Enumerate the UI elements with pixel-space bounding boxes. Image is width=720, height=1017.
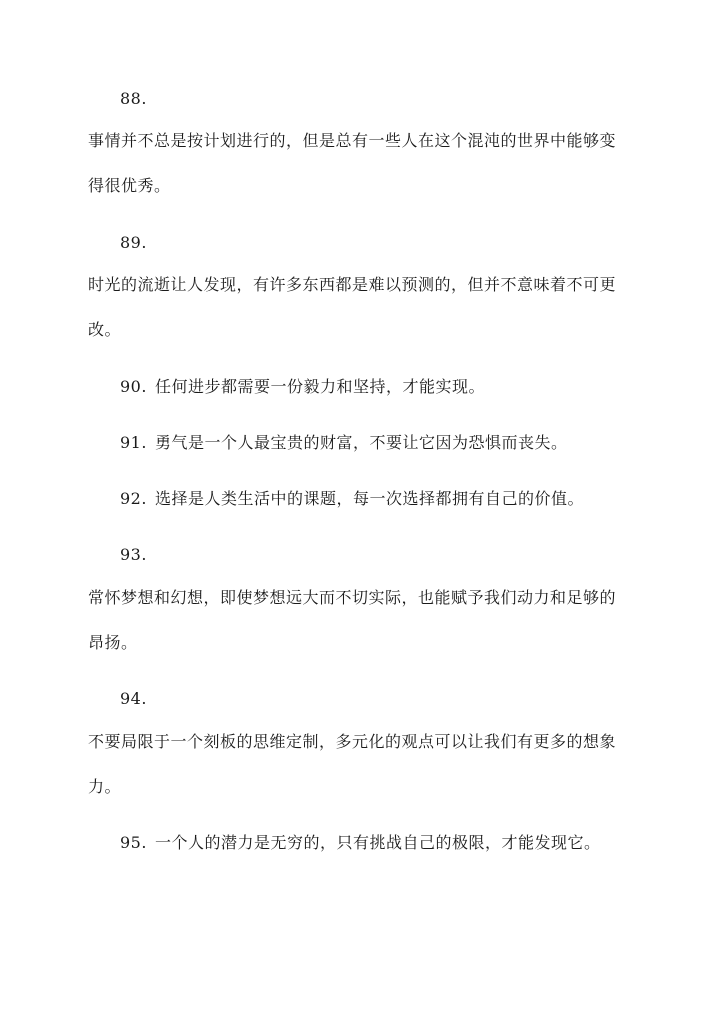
entry-text-line: 改。: [88, 320, 122, 339]
entry-number: 89.: [120, 233, 147, 252]
entry-text-line: 得很优秀。: [88, 176, 171, 195]
entry-text-line: 任何进步都需要一份毅力和坚持，才能实现。: [155, 377, 486, 396]
entry-number: 95.: [120, 833, 147, 852]
entry-number: 92.: [120, 489, 147, 508]
entry-text-line: 力。: [88, 777, 122, 796]
entry-number: 88.: [120, 89, 147, 108]
entry-text-line: 选择是人类生活中的课题，每一次选择都拥有自己的价值。: [155, 489, 585, 508]
entry-number: 94.: [120, 689, 147, 708]
entry-text-line: 时光的流逝让人发现，有许多东西都是难以预测的，但并不意味着不可更: [88, 275, 617, 294]
entry-text-line: 常怀梦想和幻想，即使梦想远大而不切实际，也能赋予我们动力和足够的: [88, 588, 617, 607]
entry-number: 90.: [120, 377, 147, 396]
entry-text-line: 事情并不总是按计划进行的，但是总有一些人在这个混沌的世界中能够变: [88, 131, 617, 150]
entry-number: 91.: [120, 433, 147, 452]
entry-text-line: 昂扬。: [88, 633, 138, 652]
entry-text-line: 不要局限于一个刻板的思维定制，多元化的观点可以让我们有更多的想象: [88, 732, 617, 751]
entry-number: 93.: [120, 545, 147, 564]
entry-text-line: 一个人的潜力是无穷的，只有挑战自己的极限，才能发现它。: [155, 833, 601, 852]
entry-text-line: 勇气是一个人最宝贵的财富，不要让它因为恐惧而丧失。: [155, 433, 568, 452]
